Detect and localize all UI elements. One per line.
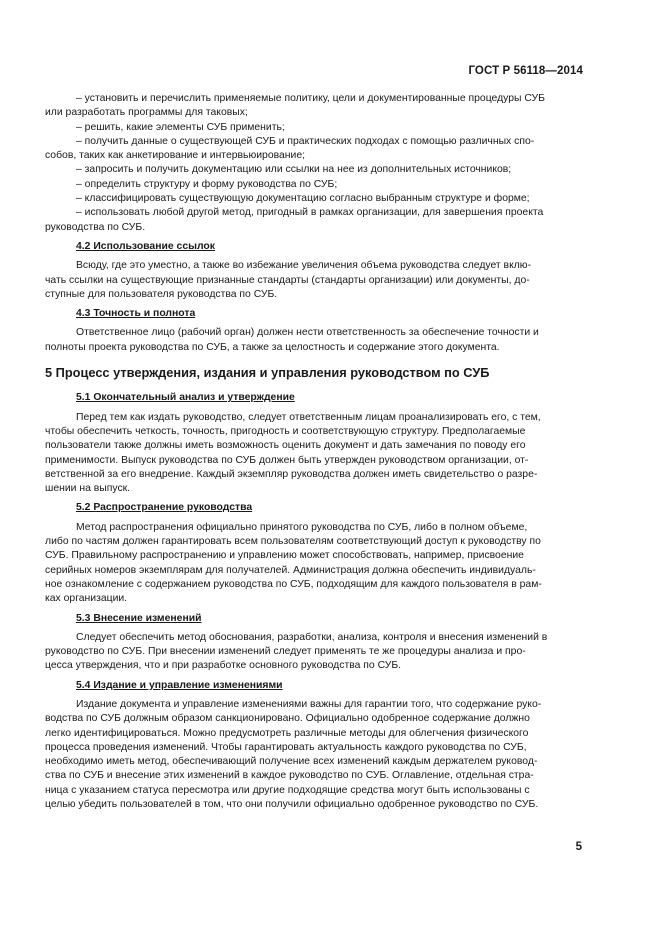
- paragraph-line: СУБ. Правильному распространению и управлению может способствовать, например, присвоение: [45, 550, 524, 562]
- paragraph-line: либо по частям должен гарантировать всем пользователям соответствующий доступ к руководству по: [45, 536, 541, 548]
- paragraph-line: водства по СУБ должным образом санкционировано. Официально одобренное содержание должно: [45, 713, 530, 725]
- paragraph-line: пользователи также должны иметь возможность оценить документ и дать замечания по поводу его: [45, 440, 526, 452]
- list-item-line: – установить и перечислить применяемые политику, цели и документированные процедуры СУБ: [76, 93, 545, 104]
- section-5-1-title: 5.1 Окончательный анализ и утверждение: [76, 392, 295, 404]
- paragraph-line: полноты проекта руководства по СУБ, а также за целостность и содержание этого документа.: [45, 341, 500, 353]
- intro-list: [45, 92, 583, 235]
- list-item: – решить, какие элементы СУБ применить;: [76, 121, 285, 133]
- list-item: – определить структуру и форму руководства по СУБ;: [76, 178, 338, 190]
- paragraph-line: Перед тем как издать руководство, следует ответственным лицам проанализировать его, с тем,: [76, 411, 541, 423]
- list-item-cont: собов, таких как анкетирование и интервьюирование;: [45, 150, 305, 162]
- paragraph-line: чать ссылки на существующие признанные стандарты (стандарты организации) или документы, до-: [45, 274, 530, 286]
- paragraph-line: серийных номеров экземплярам для получателей. Администрация должна обеспечить индивидуаль-: [45, 564, 536, 576]
- paragraph-line: Метод распространения официально принятого руководства по СУБ, либо в полном объеме,: [76, 521, 528, 533]
- section-4-3-title: 4.3 Точность и полнота: [76, 308, 196, 320]
- list-item: – получить данные о существующей СУБ и практических подходах с помощью различных спо-: [76, 135, 535, 147]
- doc-code-header: ГОСТ Р 56118—2014: [468, 65, 583, 77]
- paragraph-line: цесса утверждения, что и при разработке основного руководства по СУБ.: [45, 660, 402, 672]
- paragraph-line: Всюду, где это уместно, а также во избежание увеличения объема руководства следует вклю-: [76, 260, 532, 272]
- section-5-3-title: 5.3 Внесение изменений: [76, 612, 202, 624]
- paragraph-line: процесса проведения изменений. Чтобы гарантировать актуальность каждого руководства по СУБ,: [45, 741, 527, 753]
- paragraph-line: Издание документа и управление изменениями важны для гарантии того, что содержание руко-: [76, 698, 542, 710]
- list-item: – использовать любой другой метод, пригодный в рамках организации, для завершения проекта: [76, 207, 544, 219]
- paragraph-line: ства по СУБ и внесение этих изменений в каждое руководство по СУБ. Оглавление, отдельная стра-: [45, 770, 534, 782]
- paragraph-line: ница с указанием статуса пересмотра или другие подходящие средства могут быть использованы с: [45, 784, 530, 796]
- paragraph-line: ках организации.: [45, 593, 128, 605]
- list-item-cont: или разработать программы для таковых;: [45, 107, 248, 119]
- paragraph-line: целью убедить пользователей в том, что они получили официально одобренное руководство по СУБ.: [45, 799, 539, 811]
- page-content: [45, 92, 583, 812]
- list-item-cont: руководства по СУБ.: [45, 221, 146, 233]
- section-4-2-title: 4.2 Использование ссылок: [76, 240, 215, 252]
- paragraph-line: Следует обеспечить метод обоснования, разработки, анализа, контроля и внесения изменений в: [76, 631, 548, 643]
- paragraph-line: чтобы обеспечить четкость, точность, пригодность и соответствующую структуру. Предполагаемые: [45, 425, 526, 437]
- paragraph-line: руководство по СУБ. При внесении изменений следует применять те же процедуры анализа и про-: [45, 646, 526, 658]
- list-item: – запросить и получить документацию или ссылки на нее из дополнительных источников;: [76, 164, 512, 176]
- paragraph-line: необходимо иметь метод, обеспечивающий получение всех изменений каждым держателем руковод-: [45, 756, 538, 768]
- paragraph-line: легко идентифицироваться. Можно предусмотреть различные методы для облегчения физического: [45, 727, 529, 739]
- section-5-4-title: 5.4 Издание и управление изменениями: [76, 679, 283, 691]
- paragraph-line: ное ознакомление с содержанием руководства по СУБ, подходящим для каждого пользователя в рам-: [45, 578, 542, 590]
- paragraph-line: Ответственное лицо (рабочий орган) должен нести ответственность за обеспечение точности и: [76, 327, 539, 339]
- paragraph-line: ступные для пользователя руководства по СУБ.: [45, 288, 278, 300]
- paragraph-line: применимости. Выпуск руководства по СУБ должен быть утвержден руководством организации, от-: [45, 454, 529, 466]
- list-item: – классифицировать существующую документацию согласно выбранным структуре и форме;: [76, 193, 530, 205]
- paragraph-line: ветственной за его внедрение. Каждый экземпляр руководства должен иметь свидетельство о разре-: [45, 468, 538, 480]
- section-5-title: 5 Процесс утверждения, издания и управления руководством по СУБ: [45, 365, 490, 381]
- list-item: [76, 92, 583, 106]
- page-number: 5: [575, 841, 582, 853]
- paragraph-line: шении на выпуск.: [45, 483, 131, 495]
- section-5-2-title: 5.2 Распространение руководства: [76, 502, 253, 514]
